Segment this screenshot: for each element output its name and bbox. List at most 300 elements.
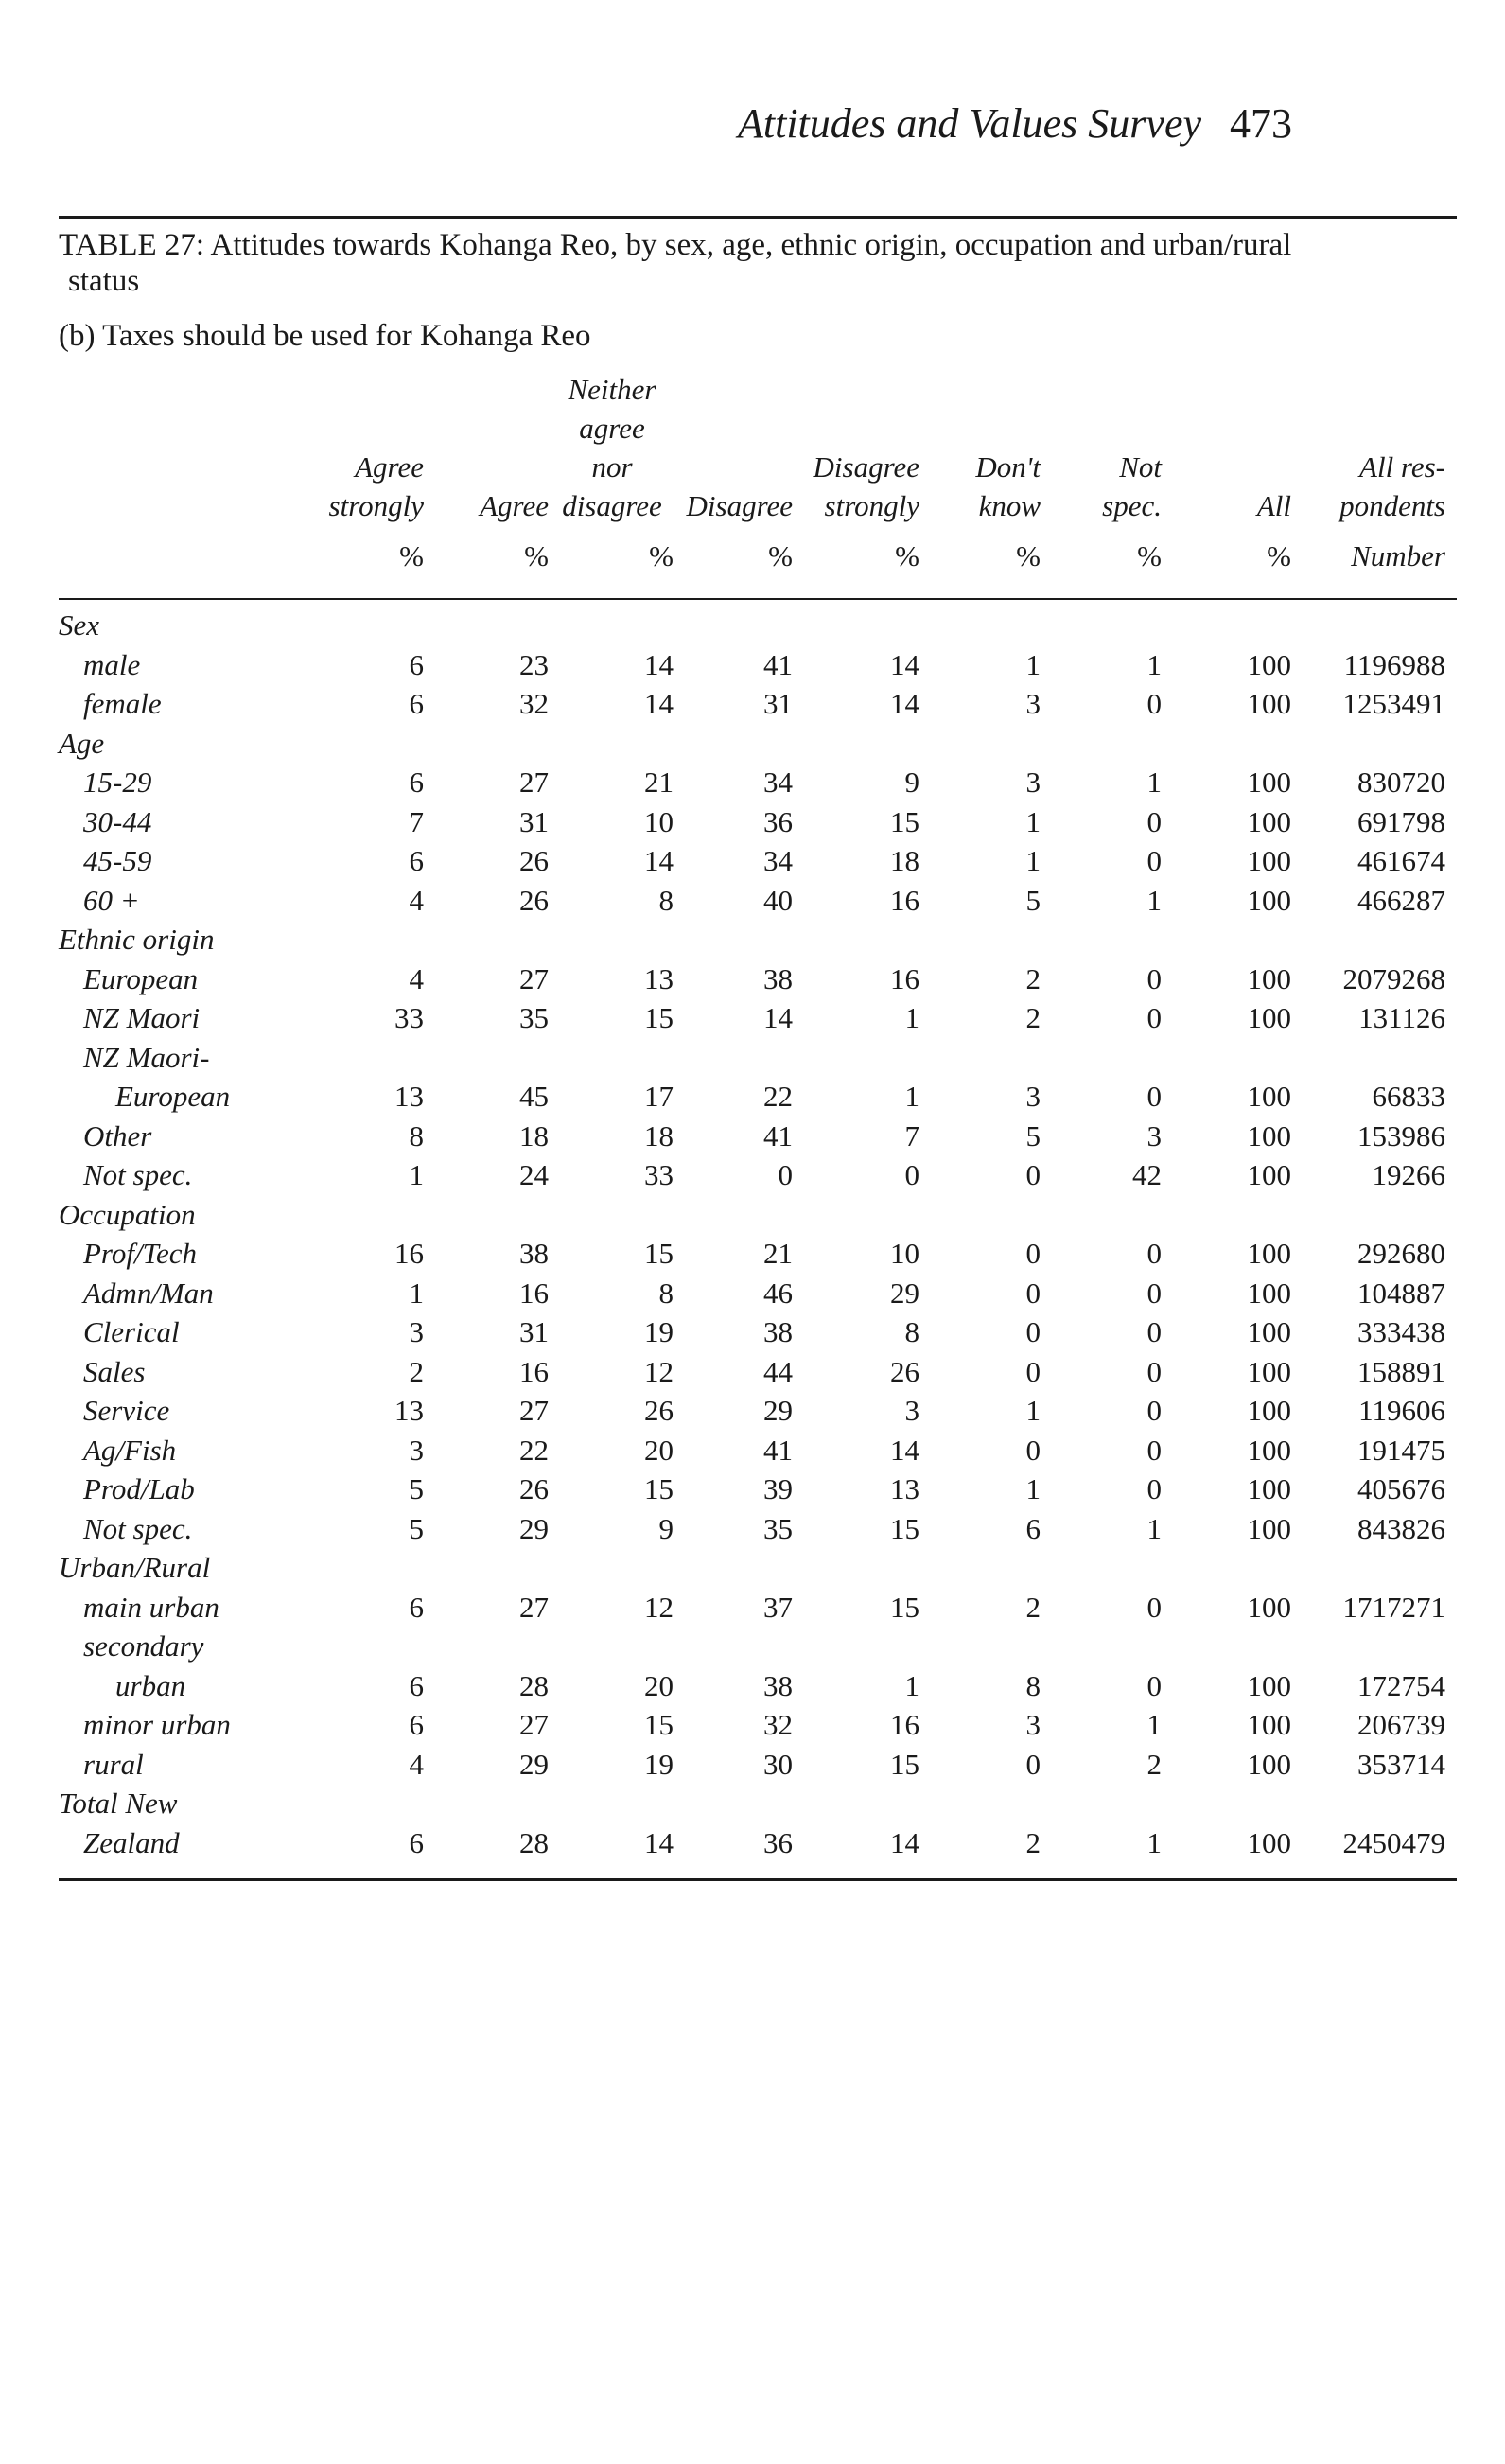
table-row: [0, 1312, 1505, 1352]
column-unit: %: [524, 539, 549, 572]
table-cell: 18: [644, 1118, 674, 1153]
table-cell: 353714: [1357, 1747, 1445, 1781]
row-label: main urban: [83, 1590, 219, 1624]
table-cell: 100: [1247, 844, 1291, 877]
table-cell: 1: [1025, 844, 1041, 877]
table-cell: 0: [1146, 1394, 1162, 1427]
table-cell: 29: [519, 1747, 549, 1781]
column-header-line: know: [978, 489, 1041, 522]
table-cell: 405676: [1357, 1472, 1445, 1505]
table-row: [0, 881, 1505, 921]
table-cell: 119606: [1358, 1394, 1445, 1427]
table-cell: 206739: [1357, 1708, 1445, 1741]
table-cell: 33: [394, 1001, 424, 1034]
table-cell: 16: [519, 1276, 549, 1310]
table-cell: 1196988: [1343, 647, 1445, 681]
table-cell: 4: [409, 1747, 424, 1781]
table-cell: 2: [409, 1354, 424, 1388]
table-cell: 17: [644, 1080, 674, 1113]
column-header-line: agree: [579, 412, 645, 445]
table-cell: 32: [519, 687, 549, 720]
table-cell: 16: [890, 961, 919, 995]
table-cell: 31: [519, 804, 549, 838]
column-unit: %: [399, 539, 424, 572]
table-cell: 1253491: [1342, 687, 1445, 720]
table-cell: 100: [1247, 1668, 1291, 1702]
row-label: minor urban: [83, 1708, 231, 1741]
table-cell: 1: [1025, 647, 1041, 681]
table-cell: 5: [409, 1511, 424, 1545]
table-group-label-row: [0, 1195, 1505, 1235]
table-cell: 14: [890, 687, 919, 720]
table-cell: 37: [763, 1590, 793, 1624]
table-cell: 5: [1025, 883, 1041, 917]
row-label: European: [83, 961, 199, 995]
row-label: Admn/Man: [83, 1276, 214, 1310]
table-cell: 100: [1247, 1080, 1291, 1113]
table-cell: 24: [519, 1158, 549, 1191]
top-rule: [59, 216, 1457, 219]
table-cell: 2079268: [1342, 961, 1445, 995]
column-header-line: Neither: [568, 373, 656, 406]
table-cell: 12: [644, 1590, 674, 1624]
row-label: Total New: [59, 1786, 178, 1820]
column-header-line: Disagree: [686, 489, 793, 522]
table-row: [0, 1352, 1505, 1392]
row-label: Prod/Lab: [83, 1472, 195, 1505]
table-cell: 14: [644, 844, 674, 877]
table-cell: 1: [1025, 1472, 1041, 1505]
running-head-title: Attitudes and Values Survey: [738, 100, 1202, 147]
table-cell: 35: [519, 1001, 549, 1034]
table-cell: 1717271: [1342, 1590, 1445, 1624]
table-cell: 19: [644, 1747, 674, 1781]
table-cell: 830720: [1357, 766, 1445, 799]
table-group-label-row: [0, 920, 1505, 959]
table-cell: 1: [409, 1276, 424, 1310]
table-cell: 42: [1132, 1158, 1162, 1191]
table-row: [0, 1666, 1505, 1706]
table-cell: 1: [1146, 1825, 1162, 1859]
table-cell: 4: [409, 961, 424, 995]
table-cell: 3: [904, 1394, 919, 1427]
row-label: Not spec.: [83, 1511, 193, 1545]
table-cell: 0: [1146, 1315, 1162, 1348]
row-label: 15-29: [83, 766, 152, 799]
table-cell: 104887: [1357, 1276, 1445, 1310]
table-cell: 6: [409, 766, 424, 799]
table-cell: 0: [1146, 687, 1162, 720]
table-cell: 100: [1247, 1708, 1291, 1741]
table-group-label-row: [0, 1038, 1505, 1078]
table-cell: 39: [763, 1472, 793, 1505]
column-header-line: spec.: [1102, 489, 1162, 522]
table-row: [0, 1391, 1505, 1431]
table-cell: 10: [644, 804, 674, 838]
table-subtitle: (b) Taxes should be used for Kohanga Reo: [59, 319, 591, 353]
table-cell: 5: [1025, 1118, 1041, 1153]
table-cell: 2: [1025, 1590, 1041, 1624]
table-row: [0, 763, 1505, 802]
table-cell: 131126: [1358, 1001, 1445, 1034]
table-cell: 153986: [1357, 1118, 1445, 1153]
row-label: Ag/Fish: [83, 1433, 177, 1467]
table-cell: 20: [644, 1433, 674, 1467]
table-cell: 23: [519, 647, 549, 681]
table-cell: 41: [763, 1118, 793, 1153]
table-cell: 44: [763, 1354, 793, 1388]
table-row: [0, 1431, 1505, 1470]
table-cell: 100: [1247, 1118, 1291, 1153]
table-cell: 100: [1247, 766, 1291, 799]
table-cell: 100: [1247, 883, 1291, 917]
table-cell: 691798: [1357, 804, 1445, 838]
table-cell: 0: [904, 1158, 919, 1191]
table-cell: 5: [409, 1472, 424, 1505]
table-cell: 14: [890, 1825, 919, 1859]
table-cell: 191475: [1357, 1433, 1445, 1467]
table-cell: 14: [644, 647, 674, 681]
table-cell: 100: [1247, 1315, 1291, 1348]
table-cell: 13: [394, 1080, 424, 1113]
table-cell: 0: [1146, 1433, 1162, 1467]
table-cell: 333438: [1357, 1315, 1445, 1348]
row-label: Zealand: [83, 1825, 180, 1859]
table-cell: 36: [763, 1825, 793, 1859]
table-cell: 26: [890, 1354, 919, 1388]
row-label: Occupation: [59, 1197, 196, 1231]
table-cell: 0: [1146, 1590, 1162, 1624]
table-cell: 100: [1247, 1511, 1291, 1545]
table-row: [0, 1823, 1505, 1863]
table-cell: 1: [409, 1158, 424, 1191]
table-cell: 29: [763, 1394, 793, 1427]
column-header-line: Don't: [975, 450, 1041, 484]
column-unit: %: [1137, 539, 1162, 572]
table-cell: 9: [658, 1511, 674, 1545]
table-cell: 1: [1146, 647, 1162, 681]
row-label: NZ Maori-: [83, 1040, 210, 1074]
table-cell: 28: [519, 1668, 549, 1702]
row-label: male: [83, 647, 141, 681]
table-cell: 100: [1247, 961, 1291, 995]
table-cell: 0: [1146, 844, 1162, 877]
row-label: Not spec.: [83, 1158, 193, 1191]
table-cell: 27: [519, 1590, 549, 1624]
table-cell: 100: [1247, 1590, 1291, 1624]
row-label: Service: [83, 1394, 170, 1427]
table-cell: 2: [1025, 961, 1041, 995]
table-cell: 292680: [1357, 1237, 1445, 1270]
table-cell: 0: [1146, 804, 1162, 838]
table-cell: 41: [763, 647, 793, 681]
table-row: [0, 1470, 1505, 1509]
column-unit: %: [1016, 539, 1041, 572]
table-cell: 16: [519, 1354, 549, 1388]
table-cell: 14: [890, 647, 919, 681]
table-cell: 3: [1146, 1118, 1162, 1153]
table-cell: 34: [763, 844, 793, 877]
table-cell: 22: [519, 1433, 549, 1467]
table-cell: 16: [890, 883, 919, 917]
table-cell: 15: [644, 1001, 674, 1034]
table-cell: 19266: [1372, 1158, 1445, 1191]
table-cell: 15: [890, 1747, 919, 1781]
column-header-line: pondents: [1339, 489, 1445, 522]
table-cell: 19: [644, 1315, 674, 1348]
column-header-line: nor: [591, 450, 633, 484]
table-cell: 16: [394, 1237, 424, 1270]
table-cell: 15: [890, 1511, 919, 1545]
table-cell: 8: [658, 883, 674, 917]
table-cell: 10: [890, 1237, 919, 1270]
table-cell: 0: [1025, 1354, 1041, 1388]
table-cell: 38: [519, 1237, 549, 1270]
table-cell: 6: [409, 844, 424, 877]
table-row: [0, 1274, 1505, 1313]
bottom-rule: [59, 1878, 1457, 1881]
row-label: Sex: [59, 608, 100, 642]
row-label: 60 +: [83, 883, 140, 917]
table-cell: 34: [763, 766, 793, 799]
row-label: NZ Maori: [83, 1001, 201, 1034]
table-cell: 26: [519, 844, 549, 877]
table-cell: 100: [1247, 1158, 1291, 1191]
table-cell: 100: [1247, 1747, 1291, 1781]
table-row: [0, 645, 1505, 685]
column-header-line: Agree: [480, 489, 549, 522]
table-cell: 13: [394, 1394, 424, 1427]
table-cell: 1: [1146, 1511, 1162, 1545]
table-row: [0, 841, 1505, 881]
table-cell: 30: [763, 1747, 793, 1781]
table-cell: 15: [644, 1708, 674, 1741]
column-header-line: Not: [1119, 450, 1162, 484]
table-row: [0, 1234, 1505, 1274]
table-cell: 8: [658, 1276, 674, 1310]
table-cell: 100: [1247, 1354, 1291, 1388]
table-cell: 7: [904, 1118, 919, 1153]
table-caption: [59, 227, 1459, 299]
table-cell: 1: [1025, 1394, 1041, 1427]
table-cell: 1: [1146, 766, 1162, 799]
page-number: 473: [1230, 100, 1293, 147]
table-cell: 461674: [1357, 844, 1445, 877]
row-label: Ethnic origin: [59, 923, 215, 956]
running-head: [738, 99, 1381, 148]
table-cell: 18: [890, 844, 919, 877]
table-cell: 15: [890, 804, 919, 838]
table-cell: 9: [904, 766, 919, 799]
column-header-line: All: [1256, 489, 1291, 522]
table-cell: 0: [778, 1158, 793, 1191]
table-cell: 3: [1025, 1708, 1041, 1741]
table-cell: 28: [519, 1825, 549, 1859]
column-header-line: Agree: [355, 450, 424, 484]
table-cell: 38: [763, 961, 793, 995]
row-label: Other: [83, 1118, 152, 1153]
table-cell: 14: [890, 1433, 919, 1467]
table-cell: 21: [763, 1237, 793, 1270]
table-row: [0, 1077, 1505, 1117]
table-cell: 100: [1247, 1825, 1291, 1859]
table-cell: 26: [519, 883, 549, 917]
table-cell: 15: [890, 1590, 919, 1624]
table-cell: 0: [1025, 1433, 1041, 1467]
table-cell: 2450479: [1342, 1825, 1445, 1859]
table-cell: 100: [1247, 804, 1291, 838]
table-cell: 6: [409, 687, 424, 720]
column-header-line: disagree: [562, 489, 662, 522]
column-header-line: All res-: [1359, 450, 1445, 484]
table-cell: 15: [644, 1472, 674, 1505]
table-cell: 0: [1146, 1668, 1162, 1702]
table-cell: 1: [1146, 1708, 1162, 1741]
row-label: secondary: [83, 1629, 204, 1663]
row-label: rural: [83, 1747, 144, 1781]
row-label: Clerical: [83, 1315, 180, 1348]
table-row: [0, 1117, 1505, 1156]
table-cell: 4: [409, 883, 424, 917]
table-cell: 0: [1146, 1276, 1162, 1310]
table-cell: 27: [519, 766, 549, 799]
table-cell: 2: [1025, 1825, 1041, 1859]
table-cell: 35: [763, 1511, 793, 1545]
table-cell: 32: [763, 1708, 793, 1741]
table-cell: 100: [1247, 1237, 1291, 1270]
column-header-line: Disagree: [813, 450, 919, 484]
table-cell: 29: [519, 1511, 549, 1545]
column-header-line: strongly: [328, 489, 424, 522]
table-cell: 100: [1247, 1001, 1291, 1034]
table-row: [0, 684, 1505, 724]
table-cell: 38: [763, 1315, 793, 1348]
table-cell: 100: [1247, 647, 1291, 681]
row-label: female: [83, 687, 162, 720]
table-cell: 0: [1146, 1354, 1162, 1388]
table-cell: 6: [409, 1708, 424, 1741]
table-cell: 8: [409, 1118, 424, 1153]
table-cell: 21: [644, 766, 674, 799]
caption-line-2: status: [68, 264, 140, 298]
table-cell: 66833: [1372, 1080, 1445, 1113]
table-cell: 6: [409, 647, 424, 681]
table-cell: 1: [904, 1080, 919, 1113]
table-row: [0, 1588, 1505, 1628]
table-cell: 0: [1025, 1747, 1041, 1781]
table-cell: 31: [763, 687, 793, 720]
table-cell: 0: [1025, 1315, 1041, 1348]
table-cell: 3: [1025, 766, 1041, 799]
table-cell: 1: [904, 1001, 919, 1034]
table-cell: 18: [519, 1118, 549, 1153]
table-row: [0, 1155, 1505, 1195]
row-label: urban: [115, 1668, 186, 1702]
table-cell: 843826: [1357, 1511, 1445, 1545]
table-body: [0, 606, 1505, 1862]
table-cell: 3: [1025, 687, 1041, 720]
table-cell: 16: [890, 1708, 919, 1741]
caption-line-1: TABLE 27: Attitudes towards Kohanga Reo, by sex, age, ethnic origin, occupation and urban/rural: [59, 228, 1292, 262]
column-header-line: strongly: [824, 489, 919, 522]
table-group-label-row: [0, 1548, 1505, 1588]
table-cell: 1: [1025, 804, 1041, 838]
row-label: 45-59: [83, 844, 152, 877]
table-cell: 45: [519, 1080, 549, 1113]
table-cell: 40: [763, 883, 793, 917]
table-cell: 0: [1025, 1158, 1041, 1191]
table-cell: 38: [763, 1668, 793, 1702]
table-group-label-row: [0, 1784, 1505, 1823]
table-cell: 100: [1247, 1433, 1291, 1467]
column-unit: %: [1267, 539, 1291, 572]
table-cell: 100: [1247, 1472, 1291, 1505]
table-cell: 6: [1025, 1511, 1041, 1545]
column-unit: Number: [1351, 539, 1445, 572]
table-cell: 0: [1025, 1276, 1041, 1310]
table-cell: 7: [409, 804, 424, 838]
table-cell: 31: [519, 1315, 549, 1348]
table-cell: 1: [1146, 883, 1162, 917]
table-cell: 466287: [1357, 883, 1445, 917]
table-cell: 3: [1025, 1080, 1041, 1113]
row-label: Prof/Tech: [83, 1237, 197, 1270]
table-cell: 8: [904, 1315, 919, 1348]
row-label: European: [115, 1080, 231, 1113]
table-cell: 8: [1025, 1668, 1041, 1702]
row-label: Urban/Rural: [59, 1551, 211, 1584]
table-cell: 158891: [1357, 1354, 1445, 1388]
table-cell: 46: [763, 1276, 793, 1310]
table-group-label-row: [0, 606, 1505, 645]
table-row: [0, 1705, 1505, 1745]
column-unit: %: [895, 539, 919, 572]
table-cell: 27: [519, 961, 549, 995]
table-cell: 12: [644, 1354, 674, 1388]
table-cell: 14: [763, 1001, 793, 1034]
table-cell: 14: [644, 687, 674, 720]
table-cell: 6: [409, 1825, 424, 1859]
table-cell: 33: [644, 1158, 674, 1191]
table-cell: 14: [644, 1825, 674, 1859]
row-label: Sales: [83, 1354, 146, 1388]
table-cell: 15: [644, 1237, 674, 1270]
table-cell: 0: [1025, 1237, 1041, 1270]
table-group-label-row: [0, 1627, 1505, 1666]
table-cell: 22: [763, 1080, 793, 1113]
table-row: [0, 802, 1505, 842]
table-cell: 6: [409, 1590, 424, 1624]
table-cell: 0: [1146, 1237, 1162, 1270]
table-group-label-row: [0, 724, 1505, 764]
table-cell: 20: [644, 1668, 674, 1702]
table-cell: 0: [1146, 1080, 1162, 1113]
table-cell: 6: [409, 1668, 424, 1702]
table-cell: 0: [1146, 1472, 1162, 1505]
column-unit: %: [768, 539, 793, 572]
table-cell: 29: [890, 1276, 919, 1310]
row-label: Age: [59, 726, 105, 760]
table-cell: 2: [1146, 1747, 1162, 1781]
table-cell: 3: [409, 1433, 424, 1467]
table-cell: 1: [904, 1668, 919, 1702]
table-cell: 27: [519, 1708, 549, 1741]
table-cell: 41: [763, 1433, 793, 1467]
table-cell: 13: [890, 1472, 919, 1505]
table-cell: 172754: [1357, 1668, 1445, 1702]
column-unit: %: [649, 539, 674, 572]
table-row: [0, 959, 1505, 999]
